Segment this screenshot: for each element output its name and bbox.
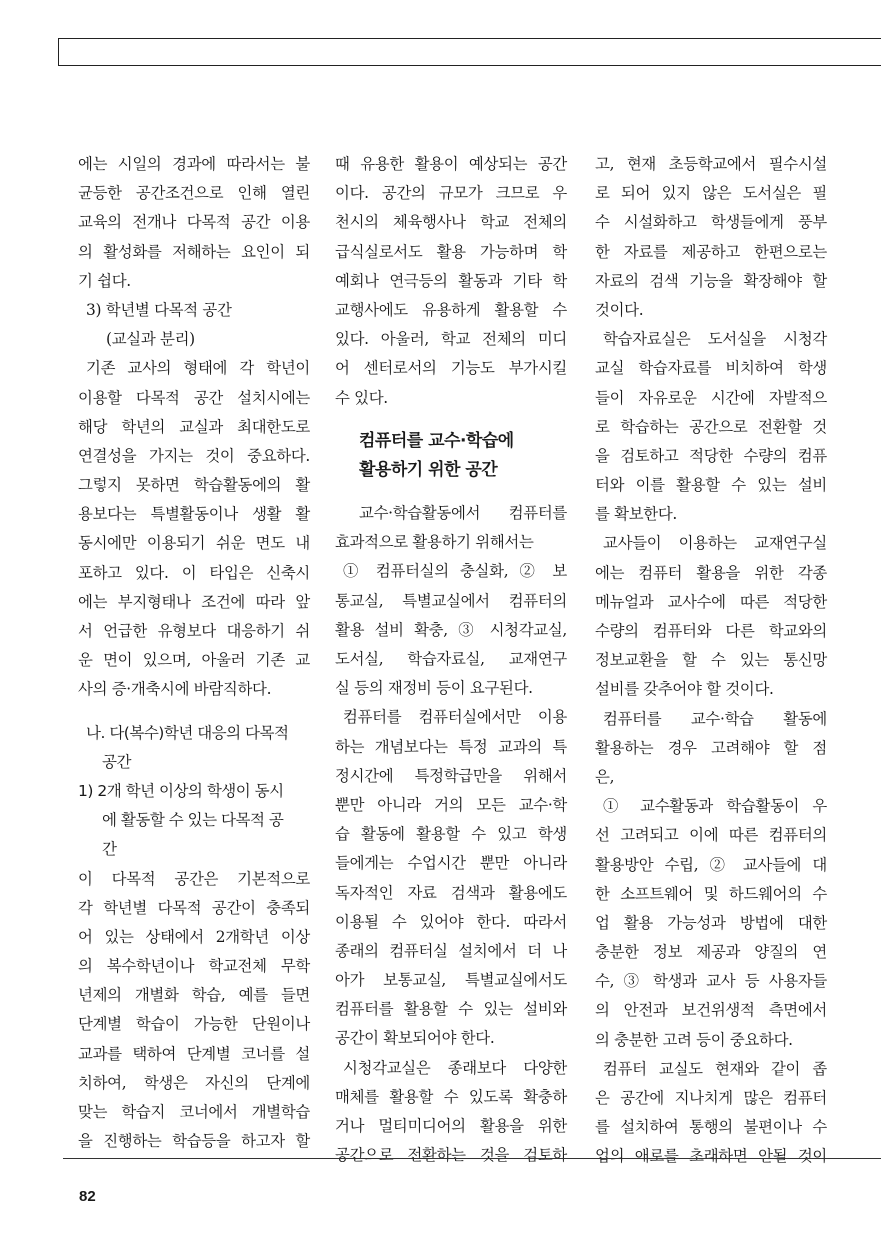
text-line: 균등한 공간조건으로 인해 열린 (78, 184, 310, 203)
text-line: 뿐만 아니라 거의 모든 교수·학 (335, 795, 567, 814)
text-line: 이다. 공간의 규모가 크므로 우 (335, 184, 567, 203)
text-line: 아가 보통교실, 특별교실에서도 (335, 971, 567, 990)
text-line: 기존 교사의 형태에 각 학년이 (86, 359, 310, 378)
text-line: 어 있는 상태에서 2개학년 이상 (78, 927, 310, 946)
text-line: 자료의 검색 기능을 확장해야 할 (595, 271, 827, 290)
text-line: 수 시설화하고 학생들에게 풍부 (595, 213, 827, 232)
text-line: 습 활동에 활용할 수 있고 학생 (335, 825, 567, 844)
text-line: 통교실, 특별교실에서 컴퓨터의 (335, 591, 567, 610)
text-line: 운 면이 있으며, 아울러 기존 교 (78, 651, 310, 670)
text-line: 교사들이 이용하는 교재연구실 (603, 534, 827, 553)
section-heading-cont: 공간 (102, 752, 131, 771)
text-line: 를 확보한다. (595, 505, 678, 524)
text-line: 에는 부지형태나 조건에 따라 앞 (78, 592, 310, 611)
text-line: 업 활용 가능성과 방법에 대한 (595, 913, 827, 932)
text-line: 독자적인 자료 검색과 활용에도 (335, 883, 567, 902)
text-line: 공간으로 전환하는 것을 검토하 (335, 1146, 567, 1165)
text-line: 의 활성화를 저해하는 요인이 되 (78, 242, 310, 261)
text-line: 공간이 확보되어야 한다. (335, 1029, 495, 1048)
text-line: 컴퓨터 교실도 현재와 같이 좁 (603, 1059, 827, 1078)
text-line: 정시간에 특정학급만을 위해서 (335, 766, 567, 785)
text-line: 활용방안 수립, ② 교사들에 대 (595, 855, 827, 874)
text-line: 해당 학년의 교실과 최대한도로 (78, 417, 310, 436)
text-line: 급식실로서도 활용 가능하며 학 (335, 242, 567, 261)
text-line: 실 등의 재정비 등이 요구된다. (335, 679, 533, 698)
text-line: 이용될 수 있어야 한다. 따라서 (335, 912, 567, 931)
text-line: 의 충분한 고려 등이 중요하다. (595, 1030, 793, 1049)
text-line: 사의 증·개축시에 바람직하다. (78, 680, 272, 699)
text-line: 매체를 활용할 수 있도록 확충하 (335, 1087, 567, 1106)
text-line: 수량의 컴퓨터와 다른 학교와의 (595, 622, 827, 640)
text-line: 컴퓨터를 컴퓨터실에서만 이용 (343, 708, 567, 727)
text-column-2 (335, 150, 567, 1170)
list-item-heading-cont: 간 (102, 840, 117, 859)
text-line: 은, (595, 767, 615, 786)
text-line: 수, ③ 학생과 교사 등 사용자들 (595, 972, 827, 991)
text-line: 용보다는 특별활동이나 생활 활 (78, 505, 310, 524)
text-line: 때 유용한 활용이 예상되는 공간 (335, 155, 567, 173)
text-line: 고, 현재 초등학교에서 필수시설 (595, 155, 827, 173)
text-line: 교행사에도 유용하게 활용할 수 (335, 300, 567, 319)
text-line: 정보교환을 할 수 있는 통신망 (595, 651, 827, 670)
text-line: 기 쉽다. (78, 271, 131, 290)
list-item-heading-cont: 에 활동할 수 있는 다목적 공 (102, 811, 284, 830)
text-line: 있다. 아울러, 학교 전체의 미디 (335, 330, 567, 349)
text-line: 에는 시일의 경과에 따라서는 불 (78, 155, 310, 173)
section-title-cont: 활용하기 위한 공간 (359, 459, 498, 480)
text-line: 도서실, 학습자료실, 교재연구 (335, 650, 567, 668)
text-line: 활용 설비 확충, ③ 시청각교실, (335, 620, 567, 639)
text-line: ① 교수활동과 학습활동이 우 (603, 797, 827, 816)
text-line: 의 복수학년이나 학교전체 무학 (78, 957, 310, 976)
text-line: 로 되어 있지 않은 도서실은 필 (595, 184, 827, 203)
text-line: 년제의 개별화 학습, 예를 들면 (78, 986, 310, 1005)
text-line: 의 안전과 보건위생적 측면에서 (595, 1001, 827, 1020)
text-line: 들이 자유로운 시간에 자발적으 (595, 388, 827, 407)
text-line: 동시에만 이용되기 쉬운 면도 내 (78, 534, 310, 553)
text-column-3 (595, 150, 827, 1172)
text-line: 충분한 정보 제공과 양질의 연 (595, 943, 827, 962)
text-line: 맞는 학습지 코너에서 개별학습 (78, 1103, 310, 1121)
text-line: 포하고 있다. 이 타입은 신축시 (78, 563, 310, 582)
text-line: 터와 이를 활용할 수 있는 설비 (595, 476, 827, 495)
text-column-1 (78, 150, 310, 1156)
text-line: 학습자료실은 도서실을 시청각 (603, 330, 827, 349)
text-line: 각 학년별 다목적 공간이 충족되 (78, 898, 310, 917)
text-line: 천시의 체육행사나 학교 전체의 (335, 213, 567, 232)
text-line: 로 학습하는 공간으로 전환할 것 (595, 417, 827, 436)
text-line: 교수·학습활동에서 컴퓨터를 (359, 504, 567, 523)
footer-rule (63, 1158, 881, 1159)
text-line: 컴퓨터를 활용할 수 있는 설비와 (335, 1000, 567, 1019)
text-line: 교과를 택하여 단계별 코너를 설 (78, 1044, 310, 1063)
text-line: 한 자료를 제공하고 한편으로는 (595, 242, 827, 261)
text-line: 들에게는 수업시간 뿐만 아니라 (335, 854, 567, 873)
text-line: 은 공간에 지나치게 많은 컴퓨터 (595, 1089, 827, 1107)
text-line: 선 고려되고 이에 따른 컴퓨터의 (595, 826, 827, 845)
text-line: 서 언급한 유형보다 대응하기 쉬 (78, 622, 310, 640)
text-line: 것이다. (595, 300, 644, 319)
text-line: 에는 컴퓨터 활용을 위한 각종 (595, 563, 827, 582)
text-line: 설비를 갖추어야 할 것이다. (595, 680, 774, 699)
text-line: 업의 애로를 초래하면 안될 것이 (595, 1147, 827, 1166)
page-number: 82 (79, 1188, 96, 1205)
section-title: 컴퓨터를 교수·학습에 (359, 430, 514, 451)
text-line: 을 검토하고 적당한 수량의 컴퓨 (595, 446, 827, 465)
text-line: 컴퓨터를 교수·학습 활동에 (603, 709, 827, 728)
text-line: 수 있다. (335, 388, 388, 407)
text-line: 메뉴얼과 교사수에 따른 적당한 (595, 592, 827, 611)
text-line: 예회나 연극등의 활동과 기타 학 (335, 271, 567, 290)
text-line: 활용하는 경우 고려해야 할 점 (595, 738, 827, 757)
list-item-subheading: (교실과 분리) (106, 330, 195, 349)
section-heading: 나. 다(복수)학년 대응의 다목적 (86, 723, 289, 742)
text-line: 시청각교실은 종래보다 다양한 (343, 1058, 567, 1077)
text-line: 을 진행하는 학습등을 하고자 할 (78, 1132, 310, 1151)
text-line: 이 다목적 공간은 기본적으로 (78, 869, 310, 888)
text-line: 교육의 전개나 다목적 공간 이용 (78, 213, 310, 232)
list-item-heading: 1) 2개 학년 이상의 학생이 동시 (78, 781, 284, 800)
text-line: 하는 개념보다는 특정 교과의 특 (335, 737, 567, 756)
text-line: 어 센터로서의 기능도 부가시킬 (335, 359, 567, 378)
text-line: 한 소프트웨어 및 하드웨어의 수 (595, 884, 827, 903)
text-line: ① 컴퓨터실의 충실화, ② 보 (343, 562, 567, 581)
text-line: 거나 멀티미디어의 활용을 위한 (335, 1117, 567, 1135)
text-line: 그렇지 못하면 학습활동에의 활 (78, 476, 310, 495)
text-line: 연결성을 가지는 것이 중요하다. (78, 446, 310, 465)
text-line: 이용할 다목적 공간 설치시에는 (78, 388, 310, 407)
text-line: 단계별 학습이 가능한 단원이나 (78, 1015, 310, 1034)
text-line: 효과적으로 활용하기 위해서는 (335, 533, 534, 552)
list-item-heading: 3) 학년별 다목적 공간 (86, 300, 232, 319)
text-line: 를 설치하여 통행의 불편이나 수 (595, 1118, 827, 1137)
text-line: 교실 학습자료를 비치하여 학생 (595, 359, 827, 378)
text-line: 종래의 컴퓨터실 설치에서 더 나 (335, 941, 567, 960)
text-line: 치하여, 학생은 자신의 단계에 (78, 1073, 310, 1092)
header-frame (58, 38, 881, 66)
